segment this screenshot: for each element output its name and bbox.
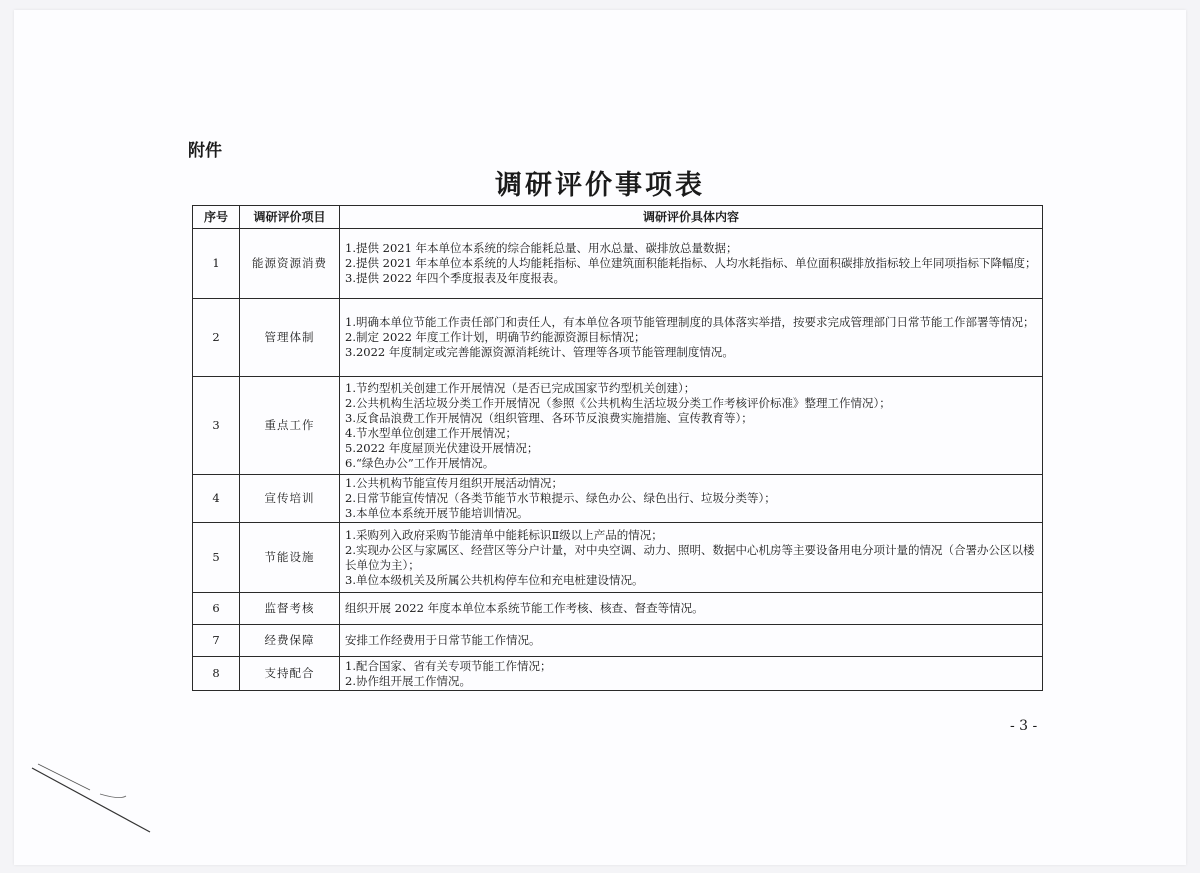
- content-line: 1.配合国家、省有关专项节能工作情况；: [345, 658, 552, 673]
- content-line: 3.本单位本系统开展节能培训情况。: [345, 506, 529, 520]
- row-item: 监督考核: [240, 593, 340, 625]
- page-number: - 3 -: [1010, 718, 1038, 734]
- table-row: [193, 377, 1043, 475]
- row-content: [340, 475, 1043, 523]
- table-row: [193, 229, 1043, 299]
- attachment-label: 附件: [188, 141, 222, 161]
- row-item: 能源资源消费: [240, 229, 340, 299]
- content-line: 2.提供 2021 年本单位本系统的人均能耗指标、单位建筑面积能耗指标、人均水耗指标、单位面积碳排放指标较上年同项指标下降幅度；: [345, 256, 1037, 270]
- content-line: 安排工作经费用于日常节能工作情况。: [345, 633, 541, 647]
- row-content: [340, 625, 1043, 657]
- row-content: [340, 299, 1043, 377]
- row-item: 宣传培训: [240, 475, 340, 523]
- table-header-row: [193, 206, 1043, 229]
- content-line: 4.节水型单位创建工作开展情况；: [345, 425, 517, 440]
- row-number: 4: [193, 475, 240, 523]
- content-line: 1.节约型机关创建工作开展情况（是否已完成国家节约型机关创建）；: [345, 380, 696, 395]
- content-line: 3.提供 2022 年四个季度报表及年度报表。: [345, 271, 566, 285]
- header-evaluation-content: 调研评价具体内容: [340, 206, 1043, 229]
- content-line: 1.提供 2021 年本单位本系统的综合能耗总量、用水总量、碳排放总量数据；: [345, 241, 738, 255]
- document-title: 调研评价事项表: [495, 170, 705, 201]
- content-line: 3.2022 年度制定或完善能源资源消耗统计、管理等各项节能管理制度情况。: [345, 345, 734, 359]
- content-line: 2.协作组开展工作情况。: [345, 673, 471, 688]
- content-line: 2.制定 2022 年度工作计划，明确节约能源资源目标情况；: [345, 330, 646, 344]
- content-line: 1.采购列入政府采购节能清单中能耗标识Ⅱ级以上产品的情况；: [345, 527, 663, 542]
- row-item: 节能设施: [240, 523, 340, 593]
- row-number: 7: [193, 625, 240, 657]
- row-content: [340, 657, 1043, 691]
- row-content: [340, 229, 1043, 299]
- content-line: 3.单位本级机关及所属公共机构停车位和充电桩建设情况。: [345, 572, 644, 587]
- content-line: 2.公共机构生活垃圾分类工作开展情况（参照《公共机构生活垃圾分类工作考核评价标准》整理工作情况）；: [345, 395, 891, 410]
- content-line: 组织开展 2022 年度本单位本系统节能工作考核、核查、督查等情况。: [345, 601, 704, 615]
- content-line: 1.公共机构节能宣传月组织开展活动情况；: [345, 476, 563, 490]
- row-number: 2: [193, 299, 240, 377]
- content-line: 5.2022 年度屋顶光伏建设开展情况；: [345, 440, 539, 455]
- content-line: 2.实现办公区与家属区、经营区等分户计量，对中央空调、动力、照明、数据中心机房等主要设备用电分项计量的情况（合署办公区以楼长单位为主）；: [345, 542, 1035, 572]
- scan-scratch-mark: [30, 760, 160, 840]
- table-row: [193, 523, 1043, 593]
- table-row: [193, 657, 1043, 691]
- content-line: 6.“绿色办公”工作开展情况。: [345, 455, 495, 470]
- content-line: 2.日常节能宣传情况（各类节能节水节粮提示、绿色办公、绿色出行、垃圾分类等）；: [345, 491, 776, 505]
- header-serial-number: 序号: [193, 206, 240, 229]
- row-item: 支持配合: [240, 657, 340, 691]
- row-number: 1: [193, 229, 240, 299]
- row-item: 管理体制: [240, 299, 340, 377]
- table-row: [193, 475, 1043, 523]
- row-number: 3: [193, 377, 240, 475]
- content-line: 3.反食品浪费工作开展情况（组织管理、各环节反浪费实施措施、宣传教育等）；: [345, 410, 753, 425]
- row-number: 6: [193, 593, 240, 625]
- evaluation-table: [192, 205, 1043, 691]
- header-evaluation-item: 调研评价项目: [240, 206, 340, 229]
- row-item: 经费保障: [240, 625, 340, 657]
- row-content: [340, 523, 1043, 593]
- table-row: [193, 593, 1043, 625]
- row-number: 5: [193, 523, 240, 593]
- row-item: 重点工作: [240, 377, 340, 475]
- table-row: [193, 625, 1043, 657]
- table-row: [193, 299, 1043, 377]
- row-content: [340, 377, 1043, 475]
- content-line: 1.明确本单位节能工作责任部门和责任人，有本单位各项节能管理制度的具体落实举措，按要求完成管理部门日常节能工作部署等情况；: [345, 315, 1035, 329]
- row-number: 8: [193, 657, 240, 691]
- row-content: [340, 593, 1043, 625]
